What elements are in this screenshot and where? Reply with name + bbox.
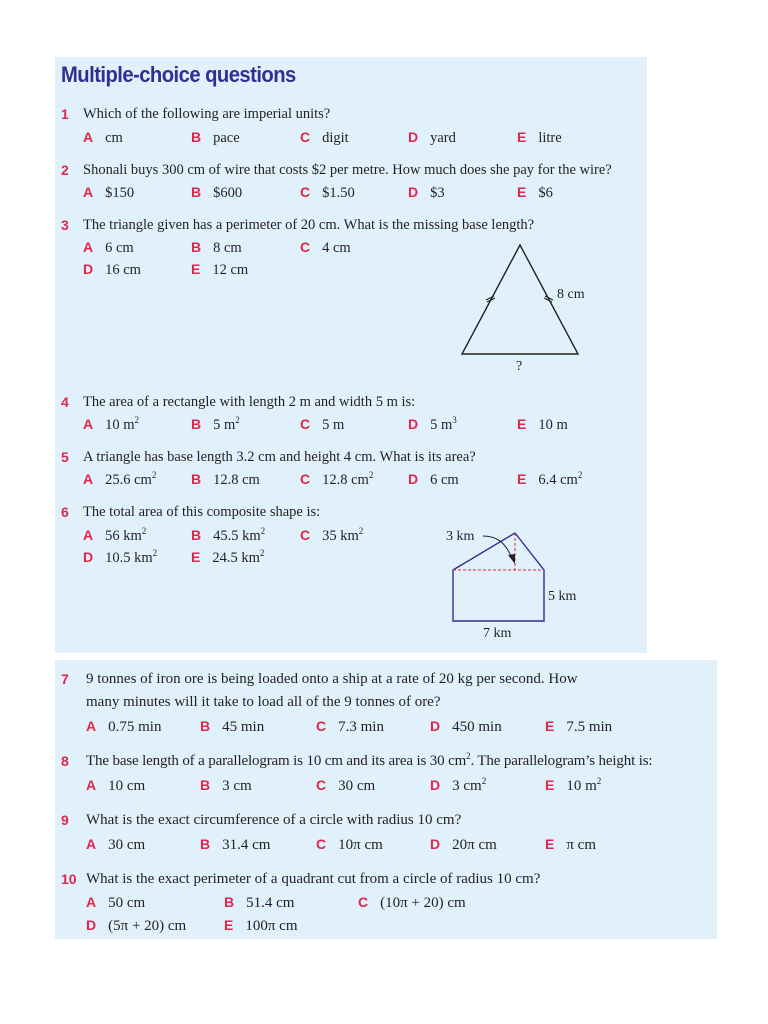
question-number: 7	[61, 671, 69, 687]
option: A $150	[83, 184, 135, 201]
question-text: What is the exact circumference of a circle with radius 10 cm?	[86, 812, 462, 828]
shape-base-label: 7 km	[483, 626, 512, 641]
question-number: 8	[61, 753, 69, 769]
option: A 30 cm	[86, 836, 146, 853]
option: B 12.8 cm	[191, 471, 260, 488]
question-text: A triangle has base length 3.2 cm and height 4 cm. What is its area?	[83, 449, 476, 465]
option: D 16 cm	[83, 261, 141, 278]
option: C 30 cm	[316, 777, 376, 794]
triangle-figure	[440, 235, 630, 380]
question-number: 6	[61, 504, 69, 520]
question-text-continued: many minutes will it take to load all of the 9 tonnes of ore?	[86, 694, 441, 710]
question-text: The total area of this composite shape is:	[83, 504, 321, 520]
question-number: 1	[61, 106, 69, 122]
option: D 20π cm	[430, 836, 497, 853]
composite-shape-figure	[440, 522, 600, 647]
option: A 50 cm	[86, 894, 146, 911]
question-text: The area of a rectangle with length 2 m and width 5 m is:	[83, 394, 416, 410]
option: A cm	[83, 129, 123, 146]
option: C 7.3 min	[316, 718, 384, 735]
question-number: 9	[61, 812, 69, 828]
option: B 3 cm	[200, 777, 252, 794]
option: A 10 cm	[86, 777, 146, 794]
option: C 4 cm	[300, 239, 351, 256]
option: C $1.50	[300, 184, 355, 201]
option: E 10 m	[517, 416, 568, 433]
option: D $3	[408, 184, 445, 201]
question-text: What is the exact perimeter of a quadrant cut from a circle of radius 10 cm?	[86, 871, 541, 887]
shape-height-label: 3 km	[446, 529, 475, 544]
option: A 56 $km^2$	[83, 526, 147, 544]
question-number: 5	[61, 449, 69, 465]
option: B 45 min	[200, 718, 265, 735]
option: C 12.8 $cm^2$	[300, 470, 374, 488]
question-text: The triangle given has a perimeter of 20 cm. What is the missing base length?	[83, 217, 535, 233]
option: E 6.4 $cm^2$	[517, 470, 583, 488]
option: A 10 $m^2$	[83, 415, 140, 433]
option: A 6 cm	[83, 239, 134, 256]
option: B 5 $m^2$	[191, 415, 240, 433]
question-number: 4	[61, 394, 69, 410]
question-number: 10	[61, 871, 77, 887]
option: B $600	[191, 184, 243, 201]
triangle-base-label: ?	[516, 359, 523, 374]
triangle-side-label: 8 cm	[557, 287, 585, 302]
option: E π cm	[545, 836, 596, 853]
option: D 3 $cm^2$	[430, 776, 487, 794]
option: A 25.6 $cm^2$	[83, 470, 157, 488]
option: D (5π + 20) cm	[86, 917, 187, 934]
option: E $6	[517, 184, 553, 201]
option: A 0.75 min	[86, 718, 162, 735]
option: B 8 cm	[191, 239, 242, 256]
option: C digit	[300, 129, 349, 146]
option: B 51.4 cm	[224, 894, 295, 911]
option: C 10π cm	[316, 836, 383, 853]
option: C (10π + 20) cm	[358, 894, 466, 911]
section-heading: Multiple-choice questions	[61, 62, 296, 87]
option: E 100π cm	[224, 917, 298, 934]
question-text: 9 tonnes of iron ore is being loaded onto a ship at a rate of 20 kg per second. How	[86, 671, 578, 687]
option: E 12 cm	[191, 261, 249, 278]
option: D yard	[408, 129, 456, 146]
option: E 24.5 $km^2$	[191, 548, 265, 566]
option: D 450 min	[430, 718, 502, 735]
question-text: Which of the following are imperial units?	[83, 106, 331, 122]
option: C 35 $km^2$	[300, 526, 364, 544]
option: E 10 $m^2$	[545, 776, 602, 794]
option: D 6 cm	[408, 471, 459, 488]
question-number: 2	[61, 162, 69, 178]
option: D 5 $m^3$	[408, 415, 457, 433]
question-number: 3	[61, 217, 69, 233]
option: B 45.5 $km^2$	[191, 526, 266, 544]
option: D 10.5 $km^2$	[83, 548, 158, 566]
question-text: Shonali buys 300 cm of wire that costs $2 per metre. How much does she pay for the wire?	[83, 162, 612, 178]
shape-side-label: 5 km	[548, 589, 577, 604]
question-text: The base length of a parallelogram is 10 cm and its area is 30 $cm^2$. The parallelogram’s height is:	[86, 751, 653, 769]
option: E 7.5 min	[545, 718, 613, 735]
option: B pace	[191, 129, 240, 146]
option: B 31.4 cm	[200, 836, 271, 853]
option: E litre	[517, 129, 562, 146]
option: C 5 m	[300, 416, 345, 433]
